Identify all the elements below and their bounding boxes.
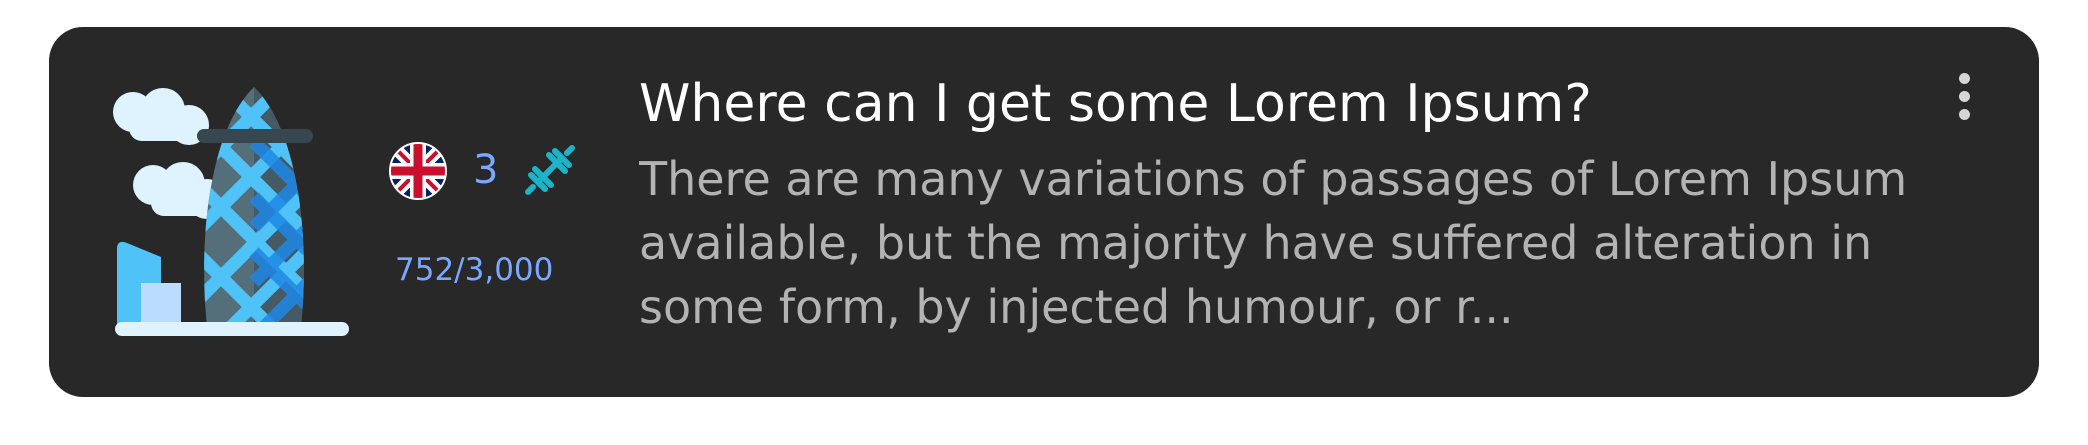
- gherkin-building-icon: [101, 87, 361, 347]
- uk-flag-icon: [389, 142, 447, 200]
- level-value: 3: [473, 147, 499, 193]
- card-description: There are many variations of passages of Lorem Ipsum available, but the majority have suffered alteration in some form, by injected humour, or r...: [639, 152, 1908, 334]
- more-vertical-icon: [1959, 73, 1970, 84]
- dumbbell-icon: [525, 145, 575, 195]
- progress-count: 752/3,000: [395, 252, 554, 288]
- more-menu-button[interactable]: [1944, 67, 1984, 127]
- thumbnail: [101, 87, 361, 347]
- content-card[interactable]: [49, 27, 2039, 397]
- card-meta: [389, 142, 589, 288]
- card-title[interactable]: Where can I get some Lorem Ipsum?: [639, 74, 1592, 134]
